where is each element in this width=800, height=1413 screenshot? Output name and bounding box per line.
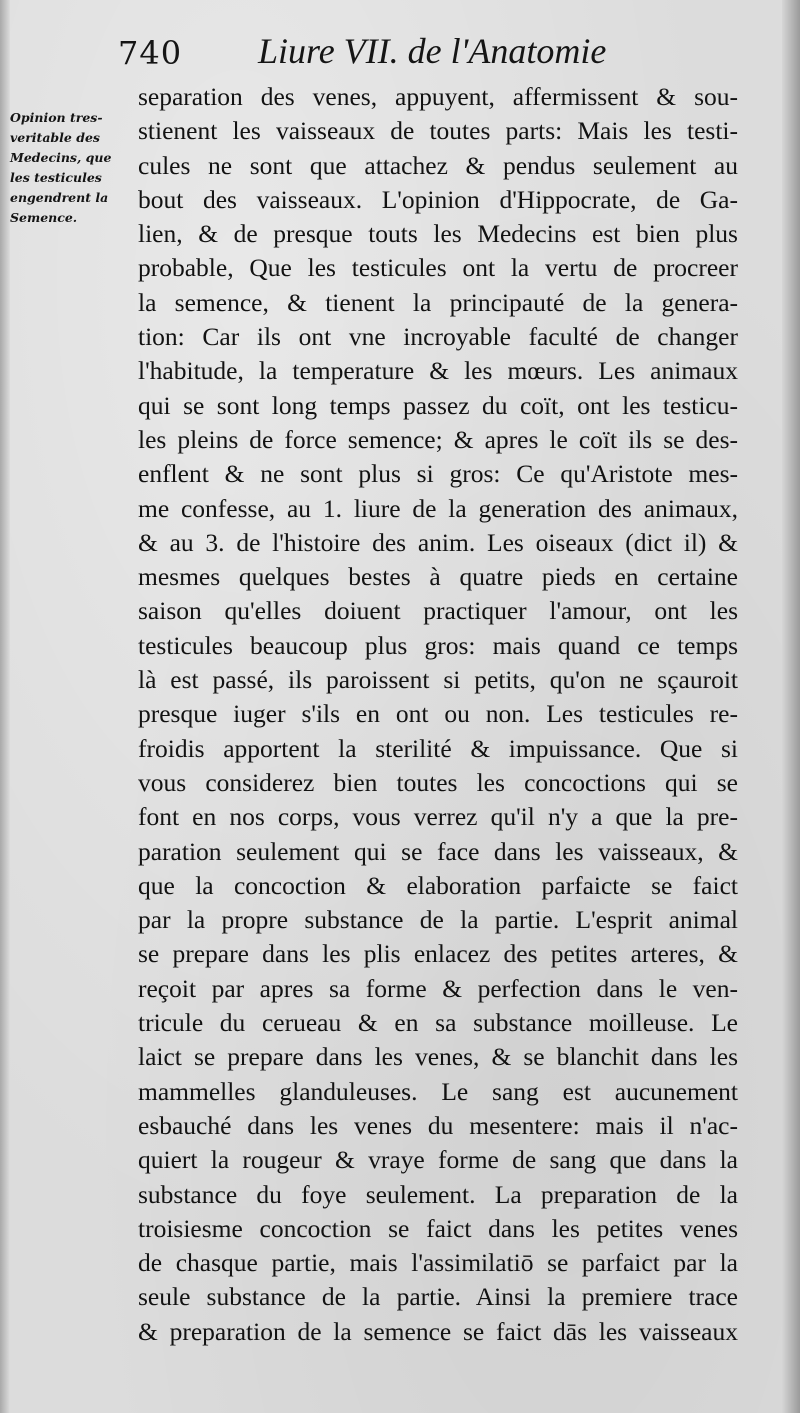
text-line: se prepare dans les plis enlacez des petites arteres, & [138, 939, 738, 969]
page-left-shadow [0, 0, 10, 1413]
page-number: 740 [118, 34, 183, 72]
text-line: me confesse, au 1. liure de la generation des animaux, [138, 493, 738, 523]
text-line: tion: Car ils ont vne incroyable faculté de changer [138, 322, 738, 352]
text-line: paration seulement qui se face dans les vaisseaux, & [138, 836, 738, 866]
text-line: testicules beaucoup plus gros: mais quand ce temps [138, 630, 738, 660]
text-line: par la propre substance de la partie. L'esprit animal [138, 905, 738, 935]
text-line: troisiesme concoction se faict dans les petites venes [138, 1213, 738, 1243]
text-line: stienent les vaisseaux de toutes parts: Mais les testi- [138, 116, 738, 146]
text-line: lien, & de presque touts les Medecins est bien plus [138, 219, 738, 249]
text-line: font en nos corps, vous verrez qu'il n'y a que la pre- [138, 802, 738, 832]
text-line: substance du foye seulement. La preparation de la [138, 1179, 738, 1209]
text-line: là est passé, ils paroissent si petits, qu'on ne sçauroit [138, 665, 738, 695]
text-line: presque iuger s'ils en ont ou non. Les testicules re- [138, 699, 738, 729]
page-header [118, 30, 758, 74]
text-line: saison qu'elles doiuent practiquer l'amour, ont les [138, 596, 738, 626]
text-line: vous considerez bien toutes les concoctions qui se [138, 767, 738, 797]
text-line: seule substance de la partie. Ainsi la premiere trace [138, 1282, 738, 1312]
margin-note-line: les testicules [10, 170, 102, 185]
text-line: l'habitude, la temperature & les mœurs. Les animaux [138, 356, 738, 386]
text-line: probable, Que les testicules ont la vertu de procreer [138, 253, 738, 283]
text-line: froidis apportent la sterilité & impuissance. Que si [138, 733, 738, 763]
text-line: quiert la rougeur & vraye forme de sang que dans la [138, 1145, 738, 1175]
margin-note-line: Semence. [10, 210, 78, 225]
text-line: reçoit par apres sa forme & perfection dans le ven- [138, 973, 738, 1003]
text-line: la semence, & tienent la principauté de la genera- [138, 287, 738, 317]
page-right-shadow [782, 0, 800, 1413]
body-text [138, 80, 738, 1349]
margin-note-line: veritable des [10, 130, 100, 145]
margin-note [10, 108, 128, 228]
text-line: de chasque partie, mais l'assimilatiō se parfaict par la [138, 1248, 738, 1278]
text-line: bout des vaisseaux. L'opinion d'Hippocrate, de Ga- [138, 184, 738, 214]
text-line: mesmes quelques bestes à quatre pieds en certaine [138, 562, 738, 592]
text-line: cules ne sont que attachez & pendus seulement au [138, 150, 738, 180]
text-line: mammelles glanduleuses. Le sang est aucunement [138, 1076, 738, 1106]
margin-note-line: engendrent la [10, 190, 109, 205]
text-line: & au 3. de l'histoire des anim. Les oiseaux (dict il) & [138, 527, 738, 557]
text-line: esbauché dans les venes du mesentere: mais il n'ac- [138, 1110, 738, 1140]
margin-note-line: Opinion tres- [10, 110, 103, 125]
text-line: les pleins de force semence; & apres le coït ils se des- [138, 424, 738, 454]
margin-note-line: Medecins, que [10, 150, 112, 165]
text-line: enflent & ne sont plus si gros: Ce qu'Aristote mes- [138, 459, 738, 489]
text-line: laict se prepare dans les venes, & se blanchit dans les [138, 1042, 738, 1072]
running-title: Liure VII. de l'Anatomie [258, 31, 607, 71]
text-line: tricule du cerueau & en sa substance moilleuse. Le [138, 1008, 738, 1038]
text-line: separation des venes, appuyent, affermissent & sou- [138, 82, 738, 111]
text-line: que la concoction & elaboration parfaicte se faict [138, 870, 738, 900]
text-line: qui se sont long temps passez du coït, ont les testicu- [138, 390, 738, 420]
text-line: & preparation de la semence se faict dās les vaisseaux [138, 1316, 738, 1346]
